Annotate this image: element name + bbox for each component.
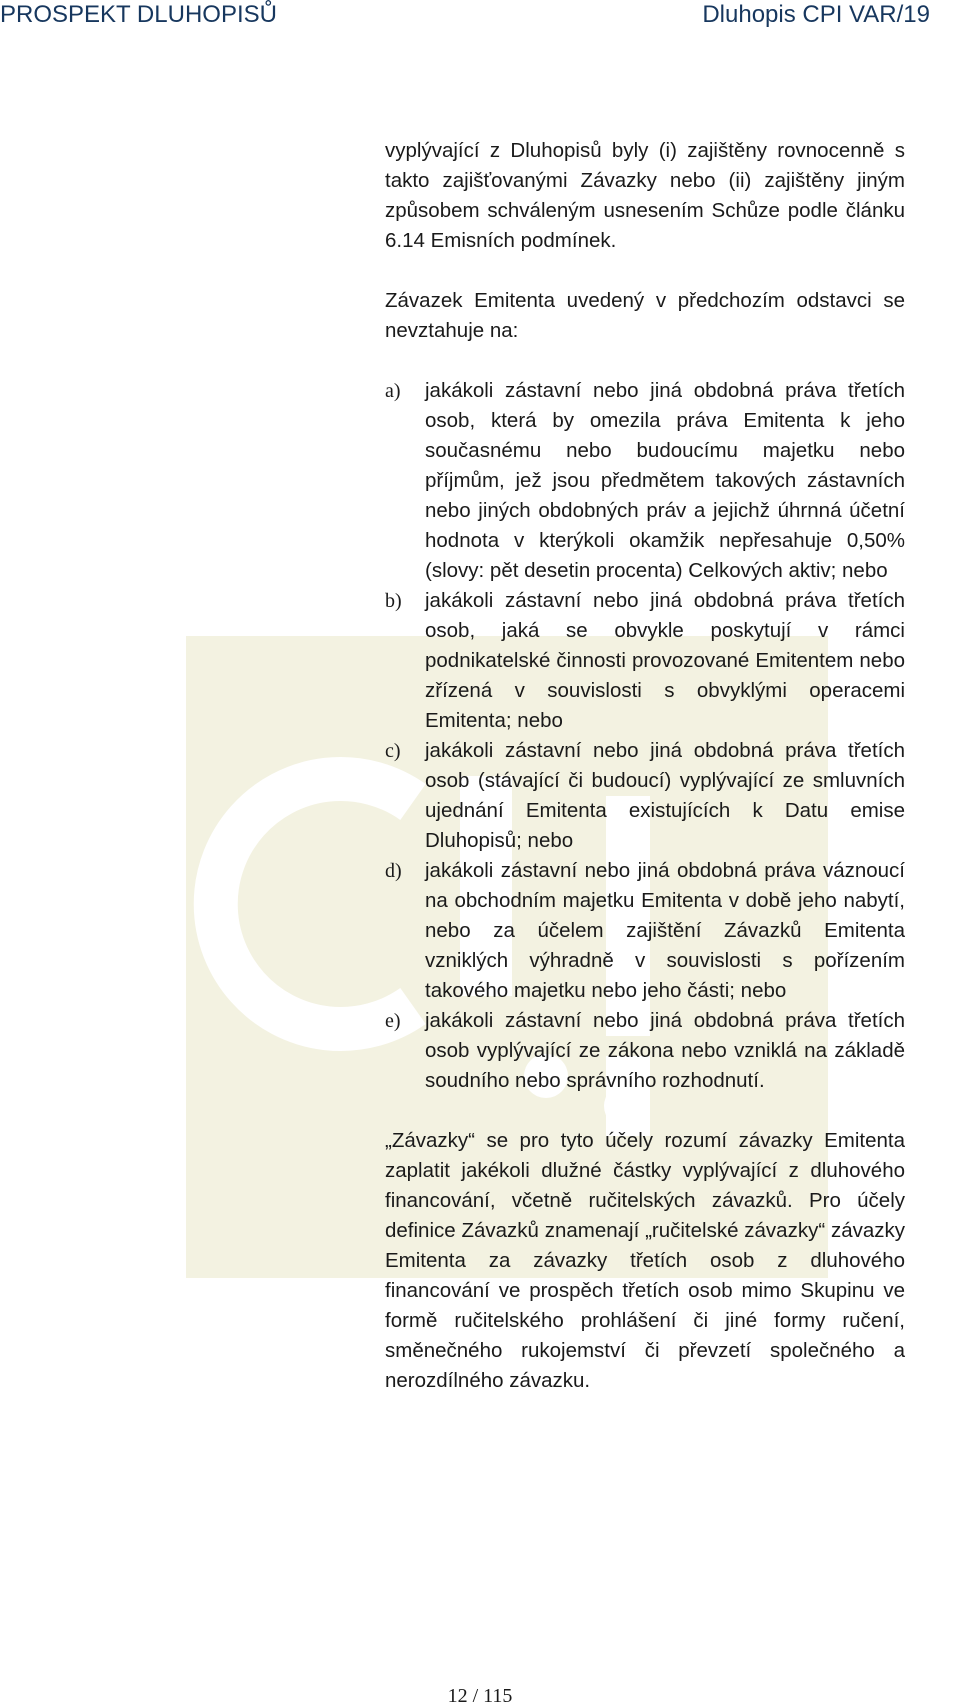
list-item-text: jakákoli zástavní nebo jiná obdobná práva třetích osob vyplývající ze zákona nebo vzniklá na základě soudního nebo správního rozhodnutí.	[425, 1009, 905, 1092]
list-marker: d)	[385, 860, 402, 882]
list-item	[385, 856, 905, 1006]
list-marker: e)	[385, 1010, 401, 1032]
paragraph-lead: Závazek Emitenta uvedený v předchozím odstavci se nevztahuje na:	[385, 289, 905, 342]
exceptions-list	[385, 376, 905, 1096]
list-item-text: jakákoli zástavní nebo jiná obdobná práva třetích osob (stávající či budoucí) vyplývající ze smluvních ujednání Emitenta existujících k Datu emise Dluhopisů; nebo	[425, 739, 905, 852]
paragraph-definition: „Závazky“ se pro tyto účely rozumí závazky Emitenta zaplatit jakékoli dlužné částky vyplývající z dluhového financování, včetně ručitelských závazků. Pro účely definice Závazků znamenají „ručitelské závazky“ závazky Emitenta za závazky třetích osob z dluhového financování ve prospěch třetích osob mimo Skupinu ve formě ručitelského prohlášení či jiné formy ručení, směnečného rukojemství či převzetí společného a nerozdílného závazku.	[385, 1129, 905, 1392]
list-marker: a)	[385, 380, 401, 402]
list-marker: b)	[385, 590, 402, 612]
header-bond-name: Dluhopis CPI VAR/19	[702, 1, 930, 28]
header-document-title: PROSPEKT DLUHOPISŮ	[0, 1, 277, 28]
list-marker: c)	[385, 740, 401, 762]
document-body	[385, 136, 905, 1396]
list-item	[385, 1006, 905, 1096]
list-item-text: jakákoli zástavní nebo jiná obdobná práva váznoucí na obchodním majetku Emitenta v době jeho nabytí, nebo za účelem zajištění Závazků Emitenta vzniklých výhradně v souvislosti s pořízením takového majetku nebo jeho části; nebo	[425, 859, 905, 1002]
page-number: 12 / 115	[447, 1685, 513, 1707]
list-item	[385, 736, 905, 856]
list-item	[385, 376, 905, 586]
list-item-text: jakákoli zástavní nebo jiná obdobná práva třetích osob, která by omezila práva Emitenta k jeho současnému nebo budoucímu majetku nebo příjmům, jež jsou předmětem takových zástavních nebo jiných obdobných práv a jejichž úhrnná účetní hodnota v kterýkoli okamžik nepřesahuje 0,50% (slovy: pět desetin procenta) Celkových aktiv; nebo	[425, 379, 905, 582]
list-item	[385, 586, 905, 736]
paragraph-intro: vyplývající z Dluhopisů byly (i) zajištěny rovnocenně s takto zajišťovanými Závazky nebo (ii) zajištěny jiným způsobem schváleným usnesením Schůze podle článku 6.14 Emisních podmínek.	[385, 139, 905, 252]
list-item-text: jakákoli zástavní nebo jiná obdobná práva třetích osob, jaká se obvykle poskytují v rámci podnikatelské činnosti provozované Emitentem nebo zřízená v souvislosti s obvyklými operacemi Emitenta; nebo	[425, 589, 905, 732]
